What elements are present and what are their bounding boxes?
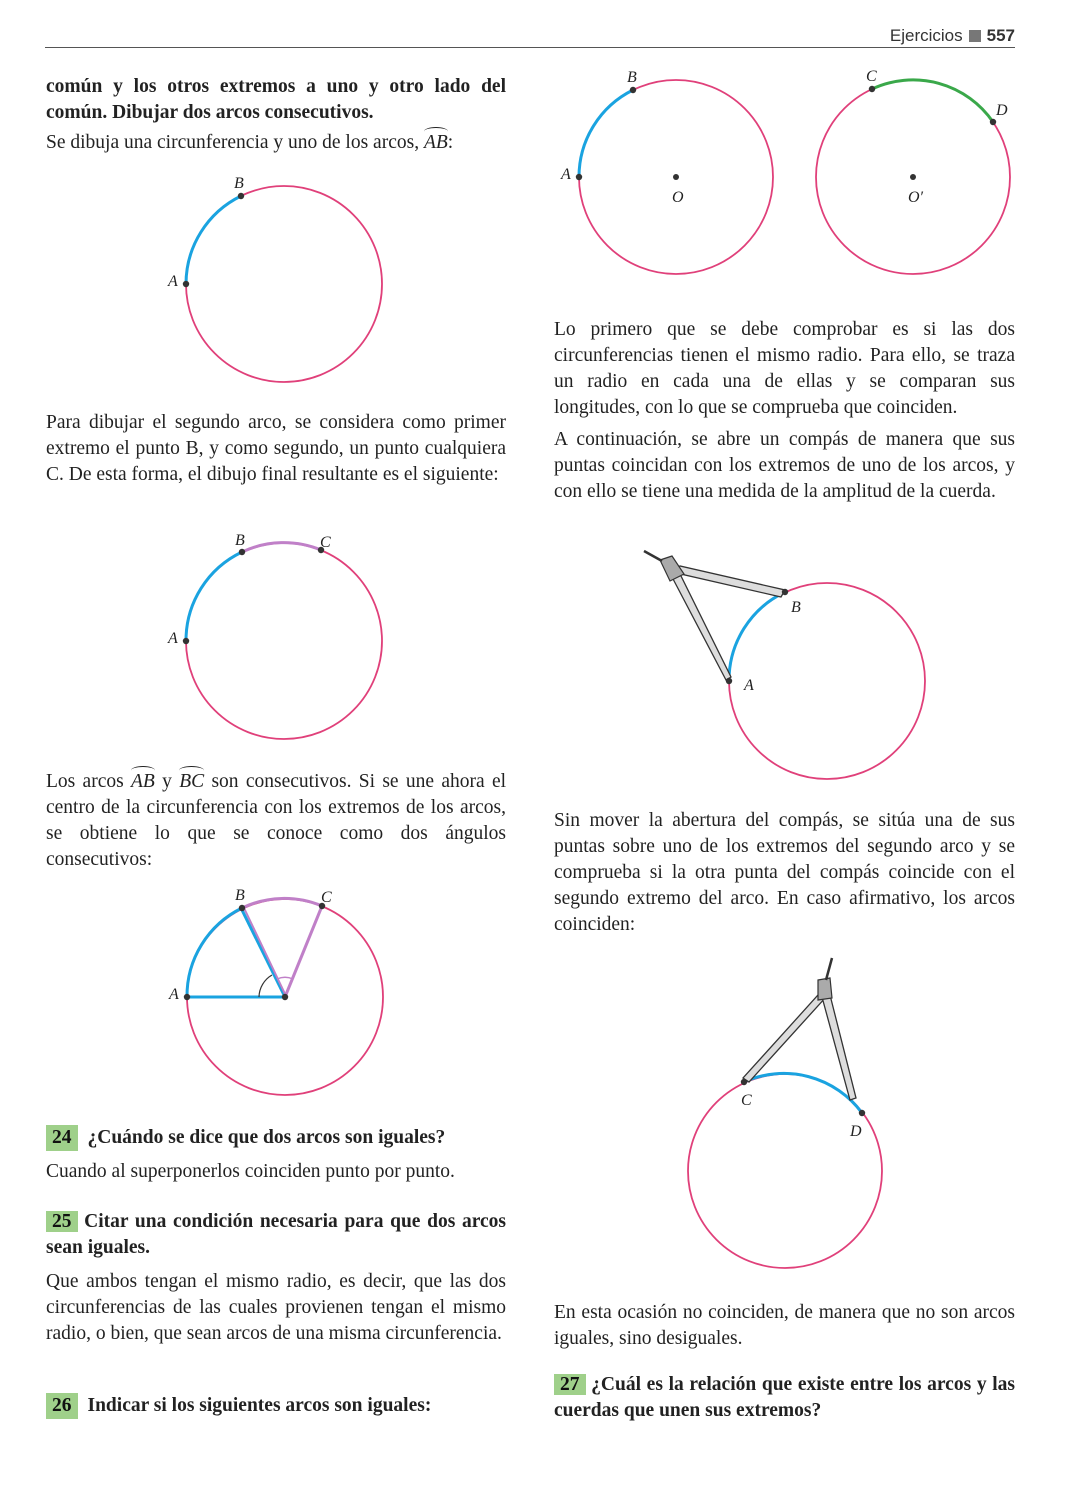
- p3-b: y: [162, 771, 172, 792]
- q26-title: Indicar si los siguientes arcos son iguales:: [87, 1395, 432, 1416]
- q26-number: 26: [46, 1393, 78, 1419]
- q24-title: ¿Cuándo se dice que dos arcos son iguales?: [87, 1127, 446, 1148]
- label-c-3: C: [321, 889, 332, 906]
- p3-a: Los arcos: [46, 771, 124, 792]
- point-d-6: [859, 1110, 865, 1116]
- label-b-2: B: [235, 532, 245, 549]
- right-p2-text: A continuación, se abre un compás de manera que sus puntas coincidan con los extremos de uno de los arcos, y con ello se tiene una medida de la amplitud de la cuerda.: [554, 429, 1015, 502]
- section-name: Ejercicios: [889, 26, 963, 45]
- label-a-2: A: [168, 630, 178, 647]
- label-o: O: [672, 189, 684, 206]
- p1-text: Se dibuja una circunferencia y uno de los arcos,: [46, 132, 420, 153]
- label-d-4: D: [996, 102, 1008, 119]
- label-b-1: B: [234, 175, 244, 192]
- label-b-3: B: [235, 887, 245, 904]
- page-number: 557: [986, 26, 1015, 45]
- label-a-4: A: [561, 166, 571, 183]
- p1-colon: :: [447, 132, 454, 153]
- label-a-3: A: [169, 986, 179, 1003]
- arc-notation-bc: BC: [179, 769, 204, 795]
- right-p3-text: Sin mover la abertura del compás, se sitúa una de sus puntas sobre uno de los extremos del segundo arco y se comprueba si la otra punta del compás coincide con el segundo extremo del arco. En caso afirmativo, los arcos coinciden:: [554, 810, 1015, 935]
- a25-text: Que ambos tengan el mismo radio, es decir, que las dos circunferencias de las cuales provienen tengan el mismo radio, o bien, que sean arcos de una misma circunferencia.: [46, 1271, 506, 1344]
- intro-text: común y los otros extremos a uno y otro lado del común. Dibujar dos arcos consecutivos.: [46, 76, 506, 123]
- q27-number: 27: [554, 1374, 586, 1395]
- label-o2: O′: [908, 189, 924, 206]
- label-d-6: D: [850, 1123, 862, 1140]
- point-c-6: [741, 1079, 747, 1085]
- right-p1-text: Lo primero que se debe comprobar es si las dos circunferencias tienen el mismo radio. Para ello, se traza un radio en cada una de ellas y se comparan sus longitudes, con lo que se comprueba que coinciden.: [554, 319, 1015, 418]
- label-b-5: B: [791, 599, 801, 616]
- right-p4-text: En esta ocasión no coinciden, de manera que no son arcos iguales, sino desiguales.: [554, 1302, 1015, 1349]
- label-c-2: C: [320, 534, 331, 551]
- label-b-4: B: [627, 69, 637, 86]
- q25-title: Citar una condición necesaria para que dos arcos sean iguales.: [46, 1211, 507, 1258]
- arc-notation-ab: AB: [424, 130, 448, 156]
- q27-title: ¿Cuál es la relación que existe entre los arcos y las cuerdas que unen sus extremos?: [554, 1374, 1016, 1421]
- label-c-6: C: [741, 1092, 752, 1109]
- label-a-5: A: [744, 677, 754, 694]
- label-a-1: A: [168, 273, 178, 290]
- compass-icon-2: [743, 958, 856, 1100]
- arc-notation-ab-2: AB: [131, 769, 155, 795]
- q24-number: 24: [46, 1125, 78, 1151]
- label-c-4: C: [866, 68, 877, 85]
- p3-c: son consecutivos. Si se une ahora el centro de la circunferencia con los extremos de los arcos, se obtiene lo que se conoce como dos ángulos consecutivos:: [46, 771, 507, 870]
- p2-text: Para dibujar el segundo arco, se considera como primer extremo el punto B, y como segundo, un punto cualquiera C. De esta forma, el dibujo final resultante es el siguiente:: [46, 412, 506, 485]
- a24-text: Cuando al superponerlos coinciden punto por punto.: [46, 1161, 455, 1182]
- q25-number: 25: [46, 1211, 78, 1232]
